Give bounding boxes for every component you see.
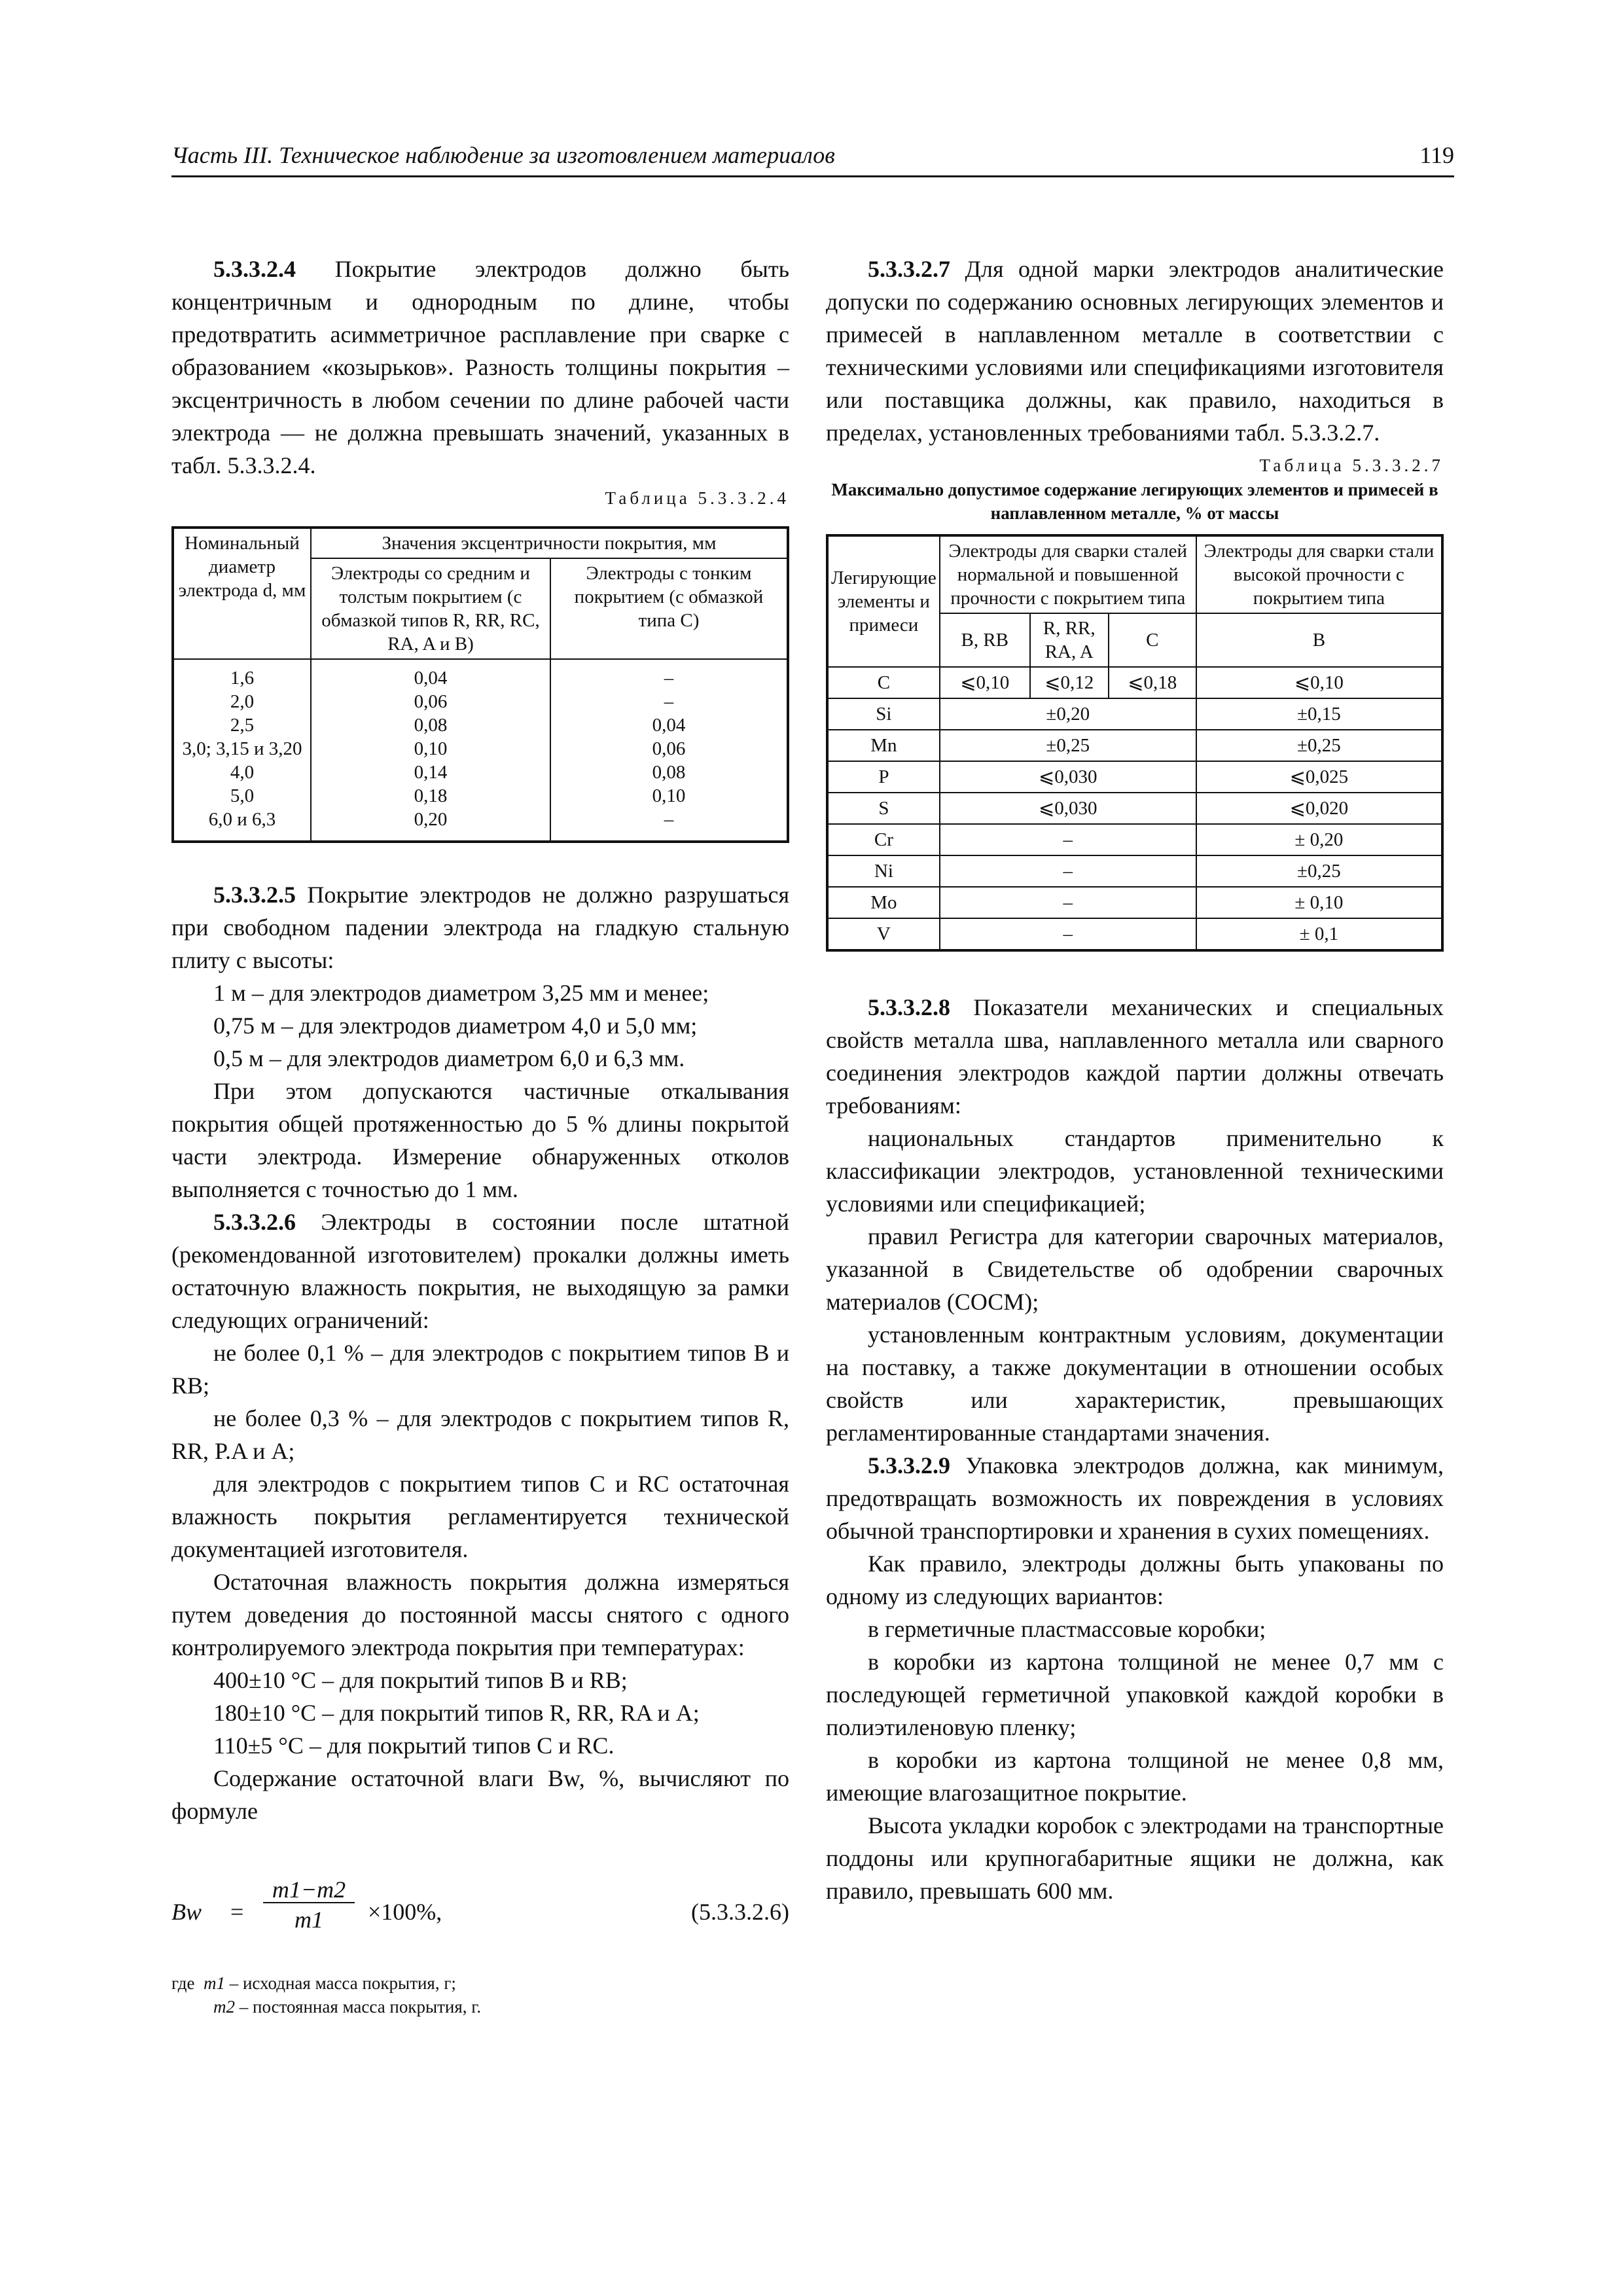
legend-variable: m2 — [213, 1997, 235, 2017]
running-header — [171, 141, 1454, 181]
header-title: Часть III. Техническое наблюдение за изготовлением материалов — [171, 142, 835, 168]
paragraph-5-3-3-2-7 — [826, 253, 1444, 449]
col-header-r-rr-ra-a: R, RR, RA, A — [1030, 613, 1109, 667]
table-row — [827, 730, 1442, 761]
cell-value: ±0,25 — [1196, 730, 1442, 761]
paragraph-text: Упаковка электродов должна, как минимум, предотвращать возможность их повреждения в условиях обычной транспортировки и хранения в сухих помещениях. — [826, 1452, 1444, 1544]
paragraph-text: При этом допускаются частичные откалывания покрытия общей протяженностью до 5 % длины покрытой части электрода. Измерение обнаруженных отколов выполняется с точностью до 1 мм. — [171, 1078, 789, 1202]
list-item: не более 0,3 % – для электродов с покрытием типов R, RR, P.A и A; — [171, 1405, 789, 1464]
list-item: в коробки из картона толщиной не менее 0,8 мм, имеющие влагозащитное покрытие. — [826, 1747, 1444, 1806]
cell-value: – — [940, 918, 1196, 950]
section-number: 5.3.3.2.9 — [868, 1452, 950, 1479]
formula-legend — [171, 1971, 789, 2018]
legend-line — [171, 1971, 789, 1995]
alloying-elements-table — [826, 534, 1444, 952]
cell-value: ⩽0,10 — [940, 667, 1030, 698]
legend-text: – исходная масса покрытия, г; — [229, 1973, 456, 1993]
left-column — [171, 253, 789, 2018]
cell-element: Si — [827, 698, 940, 730]
col-header-nominal-diameter: Номинальный диаметр электрода d, мм — [173, 528, 311, 659]
list-item: национальных стандартов применительно к классификации электродов, установленной техническими условиями или спецификацией; — [826, 1125, 1444, 1217]
list-item: 180±10 °С – для покрытий типов R, RR, RA и A; — [213, 1700, 700, 1726]
formula-equals: = — [230, 1899, 244, 1925]
list-item: правил Регистра для категории сварочных материалов, указанной в Свидетельстве об одобрении сварочных материалов (СОСМ); — [826, 1223, 1444, 1315]
table-title: Максимально допустимое содержание легирующих элементов и примесей в наплавленном металле, % от массы — [831, 480, 1438, 523]
formula-number: (5.3.3.2.6) — [691, 1899, 789, 1925]
paragraph-5-3-3-2-6 — [171, 1206, 789, 1336]
legend-line — [171, 1995, 789, 2018]
formula-fraction — [263, 1873, 355, 1936]
paragraph-5-3-3-2-4 — [171, 253, 789, 482]
table-row — [827, 793, 1442, 824]
list-item: 0,5 м – для электродов диаметром 6,0 и 6,3 мм. — [213, 1045, 685, 1071]
cell-value: ±0,20 — [940, 698, 1196, 730]
col-header-b: B — [1196, 613, 1442, 667]
thin-coating-values: – – 0,04 0,06 0,08 0,10 – — [550, 659, 788, 842]
cell-value: ⩽0,18 — [1109, 667, 1196, 698]
list-item: 110±5 °С – для покрытий типов С и RC. — [213, 1732, 615, 1759]
cell-value: ±0,15 — [1196, 698, 1442, 730]
cell-value: ⩽0,025 — [1196, 761, 1442, 793]
list-item: 0,75 м – для электродов диаметром 4,0 и 5,0 мм; — [213, 1013, 698, 1039]
col-header-b-rb: B, RB — [940, 613, 1030, 667]
header-rule — [171, 175, 1454, 177]
cell-value: ±0,25 — [940, 730, 1196, 761]
paragraph-text: Покрытие электродов должно быть концентричным и однородным по длине, чтобы предотвратить асимметричное расплавление при сварке с образованием «козырьков». Разность толщины покрытия – эксцентричность в любом сечении по длине рабочей части электрода — не должна превышать значений, указанных в табл. 5.3.3.2.4. — [171, 256, 789, 478]
list-item: не более 0,1 % – для электродов с покрытием типов B и RB; — [171, 1340, 789, 1399]
paragraph-text: Покрытие электродов не должно разрушаться при свободном падении электрода на гладкую стальную плиту с высоты: — [171, 882, 790, 973]
section-number: 5.3.3.2.6 — [213, 1209, 296, 1235]
legend-prefix: где — [171, 1973, 195, 1993]
paragraph-text: Высота укладки коробок с электродами на транспортные поддоны или крупногабаритные ящики не должна, как правило, превышать 600 мм. — [826, 1812, 1444, 1904]
table-row — [827, 887, 1442, 918]
table-row — [827, 698, 1442, 730]
cell-value: – — [940, 855, 1196, 887]
table-row — [827, 855, 1442, 887]
col-header-thin-coating: Электроды с тонким покрытием (с обмазкой типа С) — [550, 558, 788, 659]
table-row — [827, 824, 1442, 855]
cell-value: ±0,25 — [1196, 855, 1442, 887]
legend-text: – постоянная масса покрытия, г. — [239, 1997, 482, 2017]
list-item: 1 м – для электродов диаметром 3,25 мм и менее; — [213, 980, 709, 1006]
moisture-formula — [171, 1873, 789, 1971]
eccentricity-table — [171, 526, 789, 843]
cell-value: ⩽0,030 — [940, 761, 1196, 793]
formula-lhs: Bw — [171, 1899, 202, 1925]
list-item: 400±10 °С – для покрытий типов B и RB; — [213, 1667, 628, 1693]
paragraph-5-3-3-2-5 — [171, 878, 789, 977]
cell-value: – — [940, 887, 1196, 918]
table-row — [827, 918, 1442, 950]
col-header-thick-coating: Электроды со средним и толстым покрытием (с обмазкой типов R, RR, RC, RA, A и B) — [311, 558, 550, 659]
table-label: Таблица 5.3.3.2.4 — [605, 488, 789, 508]
paragraph-text: Остаточная влажность покрытия должна измеряться путем доведения до постоянной массы снятого с одного контролируемого электрода покрытия при температурах: — [171, 1569, 789, 1660]
cell-element: S — [827, 793, 940, 824]
diameter-values: 1,6 2,0 2,5 3,0; 3,15 и 3,20 4,0 5,0 6,0 и 6,3 — [173, 659, 311, 842]
col-header-normal-strength: Электроды для сварки сталей нормальной и повышенной прочности с покрытием типа — [940, 535, 1196, 613]
col-header-eccentricity: Значения эксцентричности покрытия, мм — [311, 528, 788, 558]
section-number: 5.3.3.2.7 — [868, 256, 950, 282]
section-number: 5.3.3.2.8 — [868, 994, 950, 1020]
list-item: в герметичные пластмассовые коробки; — [868, 1616, 1266, 1642]
paragraph-5-3-3-2-9 — [826, 1449, 1444, 1547]
thick-coating-values: 0,04 0,06 0,08 0,10 0,14 0,18 0,20 — [311, 659, 550, 842]
cell-value: ⩽0,12 — [1030, 667, 1109, 698]
formula-denominator: m1 — [294, 1907, 323, 1933]
cell-value: ⩽0,030 — [940, 793, 1196, 824]
paragraph-text: Электроды в состоянии после штатной (рекомендованной изготовителем) прокалки должны иметь остаточную влажность покрытия, не выходящую за рамки следующих ограничений: — [171, 1209, 789, 1333]
cell-element: Ni — [827, 855, 940, 887]
page-number: 119 — [1419, 142, 1454, 168]
table-row — [827, 667, 1442, 698]
cell-element: Mo — [827, 887, 940, 918]
paragraph-text: Содержание остаточной влаги Bw, %, вычисляют по формуле — [171, 1765, 789, 1824]
cell-element: Mn — [827, 730, 940, 761]
cell-element: V — [827, 918, 940, 950]
cell-value: ± 0,20 — [1196, 824, 1442, 855]
cell-value: – — [940, 824, 1196, 855]
cell-value: ± 0,10 — [1196, 887, 1442, 918]
paragraph-text: Для одной марки электродов аналитические допуски по содержанию основных легирующих элементов и примесей в наплавленном металле в соответствии с техническими условиями или спецификациями изготовителя или поставщика должны, как правило, находиться в пределах, установленных требованиями табл. 5.3.3.2.7. — [826, 256, 1444, 446]
section-number: 5.3.3.2.4 — [213, 256, 296, 282]
cell-element: P — [827, 761, 940, 793]
cell-element: Cr — [827, 824, 940, 855]
section-number: 5.3.3.2.5 — [213, 882, 296, 908]
cell-value: ± 0,1 — [1196, 918, 1442, 950]
paragraph-text: Как правило, электроды должны быть упакованы по одному из следующих вариантов: — [826, 1551, 1444, 1609]
table-label: Таблица 5.3.3.2.7 — [1259, 456, 1444, 475]
list-item: для электродов с покрытием типов С и RC остаточная влажность покрытия регламентируется технической документацией изготовителя. — [171, 1471, 789, 1562]
list-item: установленным контрактным условиям, документации на поставку, а также документации в отношении особых свойств или характеристик, превышающих регламентированные стандартами значения. — [826, 1321, 1444, 1446]
table-row — [827, 761, 1442, 793]
paragraph-5-3-3-2-8 — [826, 991, 1444, 1122]
cell-value: ⩽0,10 — [1196, 667, 1442, 698]
col-header-high-strength: Электроды для сварки стали высокой прочности с покрытием типа — [1196, 535, 1442, 613]
cell-element: С — [827, 667, 940, 698]
legend-variable: m1 — [203, 1973, 225, 1993]
list-item: в коробки из картона толщиной не менее 0,7 мм с последующей герметичной упаковкой каждой коробки в полиэтиленовую пленку; — [826, 1649, 1444, 1740]
paragraph-text: Показатели механических и специальных свойств металла шва, наплавленного металла или сварного соединения электродов каждой партии должны отвечать требованиям: — [826, 994, 1444, 1119]
right-column — [826, 253, 1444, 1907]
col-header-element: Легирующие элементы и примеси — [827, 535, 940, 667]
col-header-c: С — [1109, 613, 1196, 667]
cell-value: ⩽0,020 — [1196, 793, 1442, 824]
formula-numerator: m1−m2 — [272, 1876, 346, 1903]
formula-multiplier: ×100%, — [368, 1899, 442, 1925]
